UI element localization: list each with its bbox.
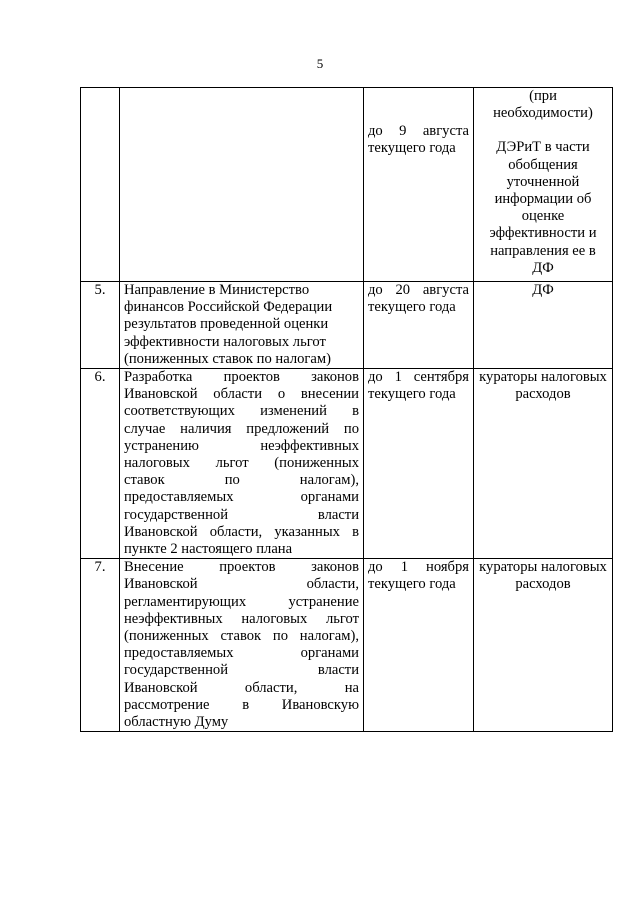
activity-line: устранению неэффективных (124, 437, 359, 454)
table-row (81, 88, 613, 282)
activity-line: государственной власти (124, 506, 359, 523)
responsible-line: ДЭРиТ в части (496, 139, 590, 156)
activity-line: предоставляемых органами (124, 645, 359, 662)
activity-cell (120, 369, 364, 559)
responsible-line: кураторы налоговых (479, 559, 607, 576)
activity-line: регламентирующих устранение (124, 593, 359, 610)
activity-line: Направление в Министерство (124, 282, 310, 298)
activity-line: неэффективных налоговых льгот (124, 610, 359, 627)
row-number-cell: 6. (81, 369, 120, 559)
activity-line: Ивановской области, (124, 576, 359, 593)
activity-cell (120, 88, 364, 282)
deadline-line: до 9 августа (368, 123, 469, 139)
deadline-line: текущего года (368, 299, 456, 316)
responsible-line: (при (529, 88, 557, 104)
activity-line: областную Думу (124, 714, 229, 731)
responsible-cell (474, 88, 613, 282)
responsible-cell (474, 559, 613, 732)
activity-cell (120, 559, 364, 732)
responsible-line: необходимости) (493, 105, 593, 122)
responsible-line: расходов (515, 386, 571, 403)
activity-line: ставок по налогам), (124, 472, 359, 489)
deadline-line: до 20 августа (368, 282, 469, 298)
deadline-cell (364, 369, 474, 559)
deadline-line: текущего года (368, 576, 456, 593)
activity-line: рассмотрение в Ивановскую (124, 696, 359, 713)
activity-line: пункте 2 настоящего плана (124, 541, 293, 558)
activity-line: государственной власти (124, 662, 359, 679)
activity-line: Ивановской области, указанных в (124, 523, 359, 540)
table-row (81, 559, 613, 732)
responsible-line: направления ее в (490, 242, 596, 259)
responsible-line: кураторы налоговых (479, 369, 607, 386)
activity-line: соответствующих изменений в (124, 403, 359, 420)
activity-cell (120, 282, 364, 369)
plan-table (80, 87, 613, 732)
responsible-line: уточненной (506, 173, 580, 190)
activity-line: случае наличия предложений по (124, 420, 359, 437)
activity-line: налоговых льгот (пониженных (124, 455, 359, 472)
deadline-line: текущего года (368, 140, 456, 157)
activity-line: результатов проведенной оценки (124, 316, 329, 333)
responsible-line: ДФ (532, 282, 554, 298)
deadline-cell (364, 88, 474, 282)
row-number-cell: 7. (81, 559, 120, 732)
deadline-line: текущего года (368, 386, 456, 403)
page-number: 5 (316, 56, 324, 71)
deadline-line: до 1 ноября (368, 559, 469, 576)
deadline-cell (364, 282, 474, 369)
activity-line: Ивановской области о внесении (124, 386, 359, 403)
responsible-line: информации об (494, 191, 592, 208)
responsible-line: оценке (521, 208, 565, 225)
responsible-cell (474, 282, 613, 369)
activity-line: (пониженных ставок по налогам), (124, 628, 359, 645)
activity-line: (пониженных ставок по налогам) (124, 350, 331, 367)
row-number-cell: 5. (81, 282, 120, 369)
responsible-line: расходов (515, 576, 571, 593)
activity-line: предоставляемых органами (124, 489, 359, 506)
activity-line: эффективности налоговых льгот (124, 333, 326, 350)
responsible-line: обобщения (508, 156, 578, 173)
responsible-cell (474, 369, 613, 559)
table-row (81, 369, 613, 559)
activity-line: Разработка проектов законов (124, 369, 359, 386)
deadline-line: до 1 сентября (368, 369, 469, 386)
responsible-line: ДФ (532, 259, 554, 276)
table-row (81, 282, 613, 369)
activity-line: финансов Российской Федерации (124, 299, 333, 316)
responsible-line: эффективности и (489, 225, 597, 242)
deadline-cell (364, 559, 474, 732)
activity-line: Ивановской области, на (124, 679, 359, 696)
row-number-cell (81, 88, 120, 282)
activity-line: Внесение проектов законов (124, 559, 359, 576)
